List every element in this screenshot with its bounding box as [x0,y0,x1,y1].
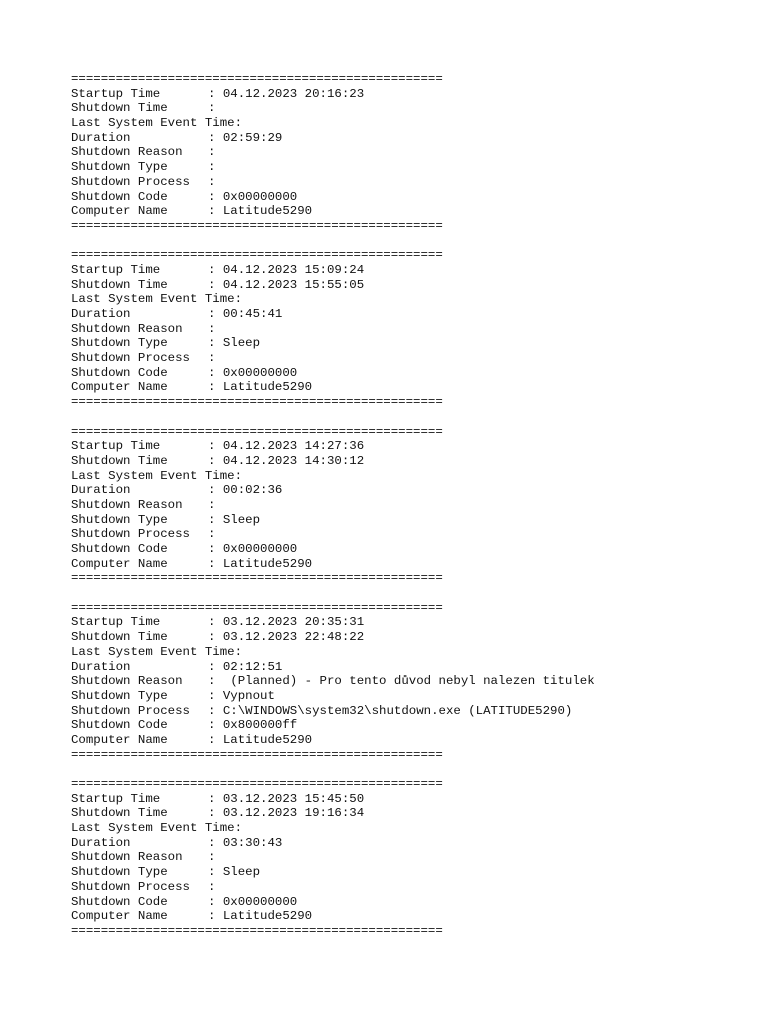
duration-row [71,131,731,146]
startup-time-sep: : [208,439,223,454]
shutdown-process-label: Shutdown Process [71,527,190,542]
separator-bottom: ================================================== [71,923,443,938]
shutdown-time-row [71,454,731,469]
shutdown-process-value: C:\WINDOWS\system32\shutdown.exe (LATITUDE5290) [222,703,573,718]
shutdown-time-label: Shutdown Time [71,277,168,292]
computer-name-value: Latitude5290 [222,204,313,219]
last-system-event-label: Last System Event Time: [71,821,243,836]
shutdown-reason-row [71,145,731,160]
startup-time-sep: : [208,791,223,806]
computer-name-sep: : [208,909,223,924]
shutdown-time-sep: : [208,453,223,468]
shutdown-reason-label: Shutdown Reason [71,497,183,512]
duration-sep: : [208,307,223,321]
shutdown-time-row [71,101,731,116]
shutdown-time-sep: : [208,806,223,821]
duration-sep: : [208,483,223,498]
shutdown-code-row [71,542,731,557]
shutdown-process-sep: : [208,879,216,894]
separator-top: ================================================== [71,777,443,791]
shutdown-code-value: 0x00000000 [222,542,298,556]
shutdown-type-row [71,336,731,351]
shutdown-process-label: Shutdown Process [71,174,190,189]
shutdown-process-row [71,880,731,895]
computer-name-sep: : [208,732,223,747]
computer-name-label: Computer Name [71,380,168,395]
shutdown-type-value: Sleep [222,336,261,351]
startup-time-row [71,615,731,630]
shutdown-process-row [71,704,731,719]
shutdown-code-label: Shutdown Code [71,542,168,556]
log-record [71,601,731,763]
computer-name-label: Computer Name [71,204,168,219]
shutdown-time-label: Shutdown Time [71,101,168,116]
shutdown-type-label: Shutdown Type [71,865,168,880]
shutdown-reason-label: Shutdown Reason [71,321,183,336]
shutdown-code-value: 0x00000000 [222,189,298,204]
shutdown-time-label: Shutdown Time [71,630,168,645]
startup-time-label: Startup Time [71,439,161,454]
shutdown-type-label: Shutdown Type [71,512,168,527]
shutdown-type-label: Shutdown Type [71,336,168,351]
shutdown-reason-label: Shutdown Reason [71,850,183,865]
computer-name-sep: : [208,204,223,219]
duration-sep: : [208,659,223,674]
last-system-event-label: Last System Event Time: [71,468,243,483]
startup-time-value: 03.12.2023 20:35:31 [222,615,365,630]
shutdown-code-row [71,190,731,205]
last-system-event-label: Last System Event Time: [71,116,243,131]
startup-time-label: Startup Time [71,262,161,277]
shutdown-time-label: Shutdown Time [71,453,168,468]
shutdown-reason-row [71,322,731,337]
shutdown-code-value: 0x00000000 [222,894,298,909]
shutdown-type-label: Shutdown Type [71,160,168,175]
shutdown-time-value: 04.12.2023 14:30:12 [222,453,365,468]
shutdown-reason-sep: : [208,850,216,865]
computer-name-label: Computer Name [71,556,168,571]
shutdown-process-row [71,175,731,190]
separator-bottom: ================================================== [71,571,443,586]
shutdown-process-sep: : [208,174,216,189]
duration-label: Duration [71,659,131,674]
shutdown-code-sep: : [208,189,223,204]
separator-top: ================================================== [71,72,443,86]
startup-time-value: 04.12.2023 15:09:24 [222,262,365,277]
shutdown-type-sep: : [208,512,223,527]
duration-label: Duration [71,130,131,145]
shutdown-reason-row [71,674,731,689]
computer-name-row [71,204,731,219]
shutdown-reason-sep: : [208,497,216,512]
shutdown-process-row [71,527,731,542]
shutdown-process-sep: : [208,527,216,542]
startup-time-value: 04.12.2023 14:27:36 [222,439,365,454]
log-record [71,425,731,587]
shutdown-type-sep: : [208,865,223,880]
shutdown-code-sep: : [208,718,223,733]
shutdown-code-row [71,895,731,910]
shutdown-process-row [71,351,731,366]
shutdown-reason-sep: : [208,674,231,689]
shutdown-process-sep: : [208,351,216,366]
duration-value: 02:59:29 [222,130,283,145]
last-system-event-label: Last System Event Time: [71,644,243,659]
startup-time-row [71,792,731,807]
computer-name-sep: : [208,556,223,571]
shutdown-reason-sep: : [208,321,216,336]
shutdown-code-sep: : [208,894,223,909]
duration-value: 00:02:36 [222,483,283,498]
computer-name-row [71,733,731,748]
shutdown-process-label: Shutdown Process [71,703,190,718]
computer-name-sep: : [208,380,223,395]
shutdown-time-row [71,278,731,293]
duration-label: Duration [71,835,131,850]
shutdown-time-sep: : [208,101,216,116]
shutdown-reason-row [71,498,731,513]
duration-sep: : [208,835,223,850]
shutdown-time-value: 04.12.2023 15:55:05 [222,277,365,292]
separator-bottom: ================================================== [71,747,443,762]
startup-time-value: 04.12.2023 20:16:23 [222,86,365,101]
shutdown-code-row [71,366,731,381]
shutdown-code-label: Shutdown Code [71,894,168,909]
log-record [71,72,731,234]
shutdown-code-label: Shutdown Code [71,365,168,380]
startup-time-sep: : [208,86,223,101]
separator-bottom: ================================================== [71,218,443,233]
shutdown-type-value: Vypnout [222,688,275,703]
duration-label: Duration [71,307,131,321]
shutdown-reason-row [71,850,731,865]
separator-top: ================================================== [71,248,443,263]
shutdown-time-sep: : [208,630,223,645]
startup-time-row [71,263,731,278]
shutdown-type-value: Sleep [222,865,261,880]
duration-value: 03:30:43 [222,835,283,850]
shutdown-code-sep: : [208,542,223,556]
shutdown-code-sep: : [208,365,223,380]
duration-row [71,483,731,498]
shutdown-process-label: Shutdown Process [71,879,190,894]
shutdown-log-document [71,72,731,953]
computer-name-label: Computer Name [71,732,168,747]
startup-time-label: Startup Time [71,791,161,806]
shutdown-code-label: Shutdown Code [71,718,168,733]
shutdown-code-row [71,718,731,733]
shutdown-type-sep: : [208,336,223,351]
duration-sep: : [208,130,223,145]
shutdown-time-value: 03.12.2023 19:16:34 [222,806,365,821]
shutdown-time-value: 03.12.2023 22:48:22 [222,630,365,645]
shutdown-type-row [71,160,731,175]
duration-row [71,307,731,322]
shutdown-code-value: 0x800000ff [222,718,298,733]
shutdown-time-sep: : [208,277,223,292]
startup-time-row [71,87,731,102]
shutdown-type-sep: : [208,688,223,703]
shutdown-process-sep: : [208,703,223,718]
startup-time-sep: : [208,615,223,630]
duration-value: 02:12:51 [222,659,283,674]
shutdown-reason-label: Shutdown Reason [71,145,183,160]
computer-name-label: Computer Name [71,909,168,924]
shutdown-type-sep: : [208,160,216,175]
shutdown-type-label: Shutdown Type [71,688,168,703]
separator-top: ================================================== [71,600,443,615]
computer-name-row [71,380,731,395]
computer-name-value: Latitude5290 [222,732,313,747]
shutdown-time-label: Shutdown Time [71,806,168,821]
shutdown-reason-value: (Planned) - Pro tento důvod nebyl nalezen titulek [230,674,595,689]
shutdown-type-value: Sleep [222,512,261,527]
shutdown-reason-sep: : [208,145,216,160]
separator-top: ================================================== [71,424,443,439]
computer-name-value: Latitude5290 [222,556,313,571]
computer-name-value: Latitude5290 [222,909,313,924]
startup-time-row [71,439,731,454]
startup-time-label: Startup Time [71,615,161,630]
duration-row [71,660,731,675]
shutdown-process-label: Shutdown Process [71,351,190,366]
last-system-event-label: Last System Event Time: [71,292,243,307]
startup-time-value: 03.12.2023 15:45:50 [222,791,365,806]
shutdown-type-row [71,513,731,528]
shutdown-type-row [71,689,731,704]
computer-name-value: Latitude5290 [222,380,313,395]
shutdown-type-row [71,865,731,880]
shutdown-code-value: 0x00000000 [222,365,298,380]
log-record [71,777,731,939]
shutdown-time-row [71,630,731,645]
startup-time-sep: : [208,262,223,277]
log-record [71,248,731,410]
shutdown-reason-label: Shutdown Reason [71,674,183,689]
duration-label: Duration [71,483,131,498]
computer-name-row [71,909,731,924]
shutdown-time-row [71,806,731,821]
shutdown-code-label: Shutdown Code [71,189,168,204]
startup-time-label: Startup Time [71,86,161,101]
separator-bottom: ================================================== [71,395,443,410]
duration-row [71,836,731,851]
computer-name-row [71,557,731,572]
duration-value: 00:45:41 [222,307,283,321]
